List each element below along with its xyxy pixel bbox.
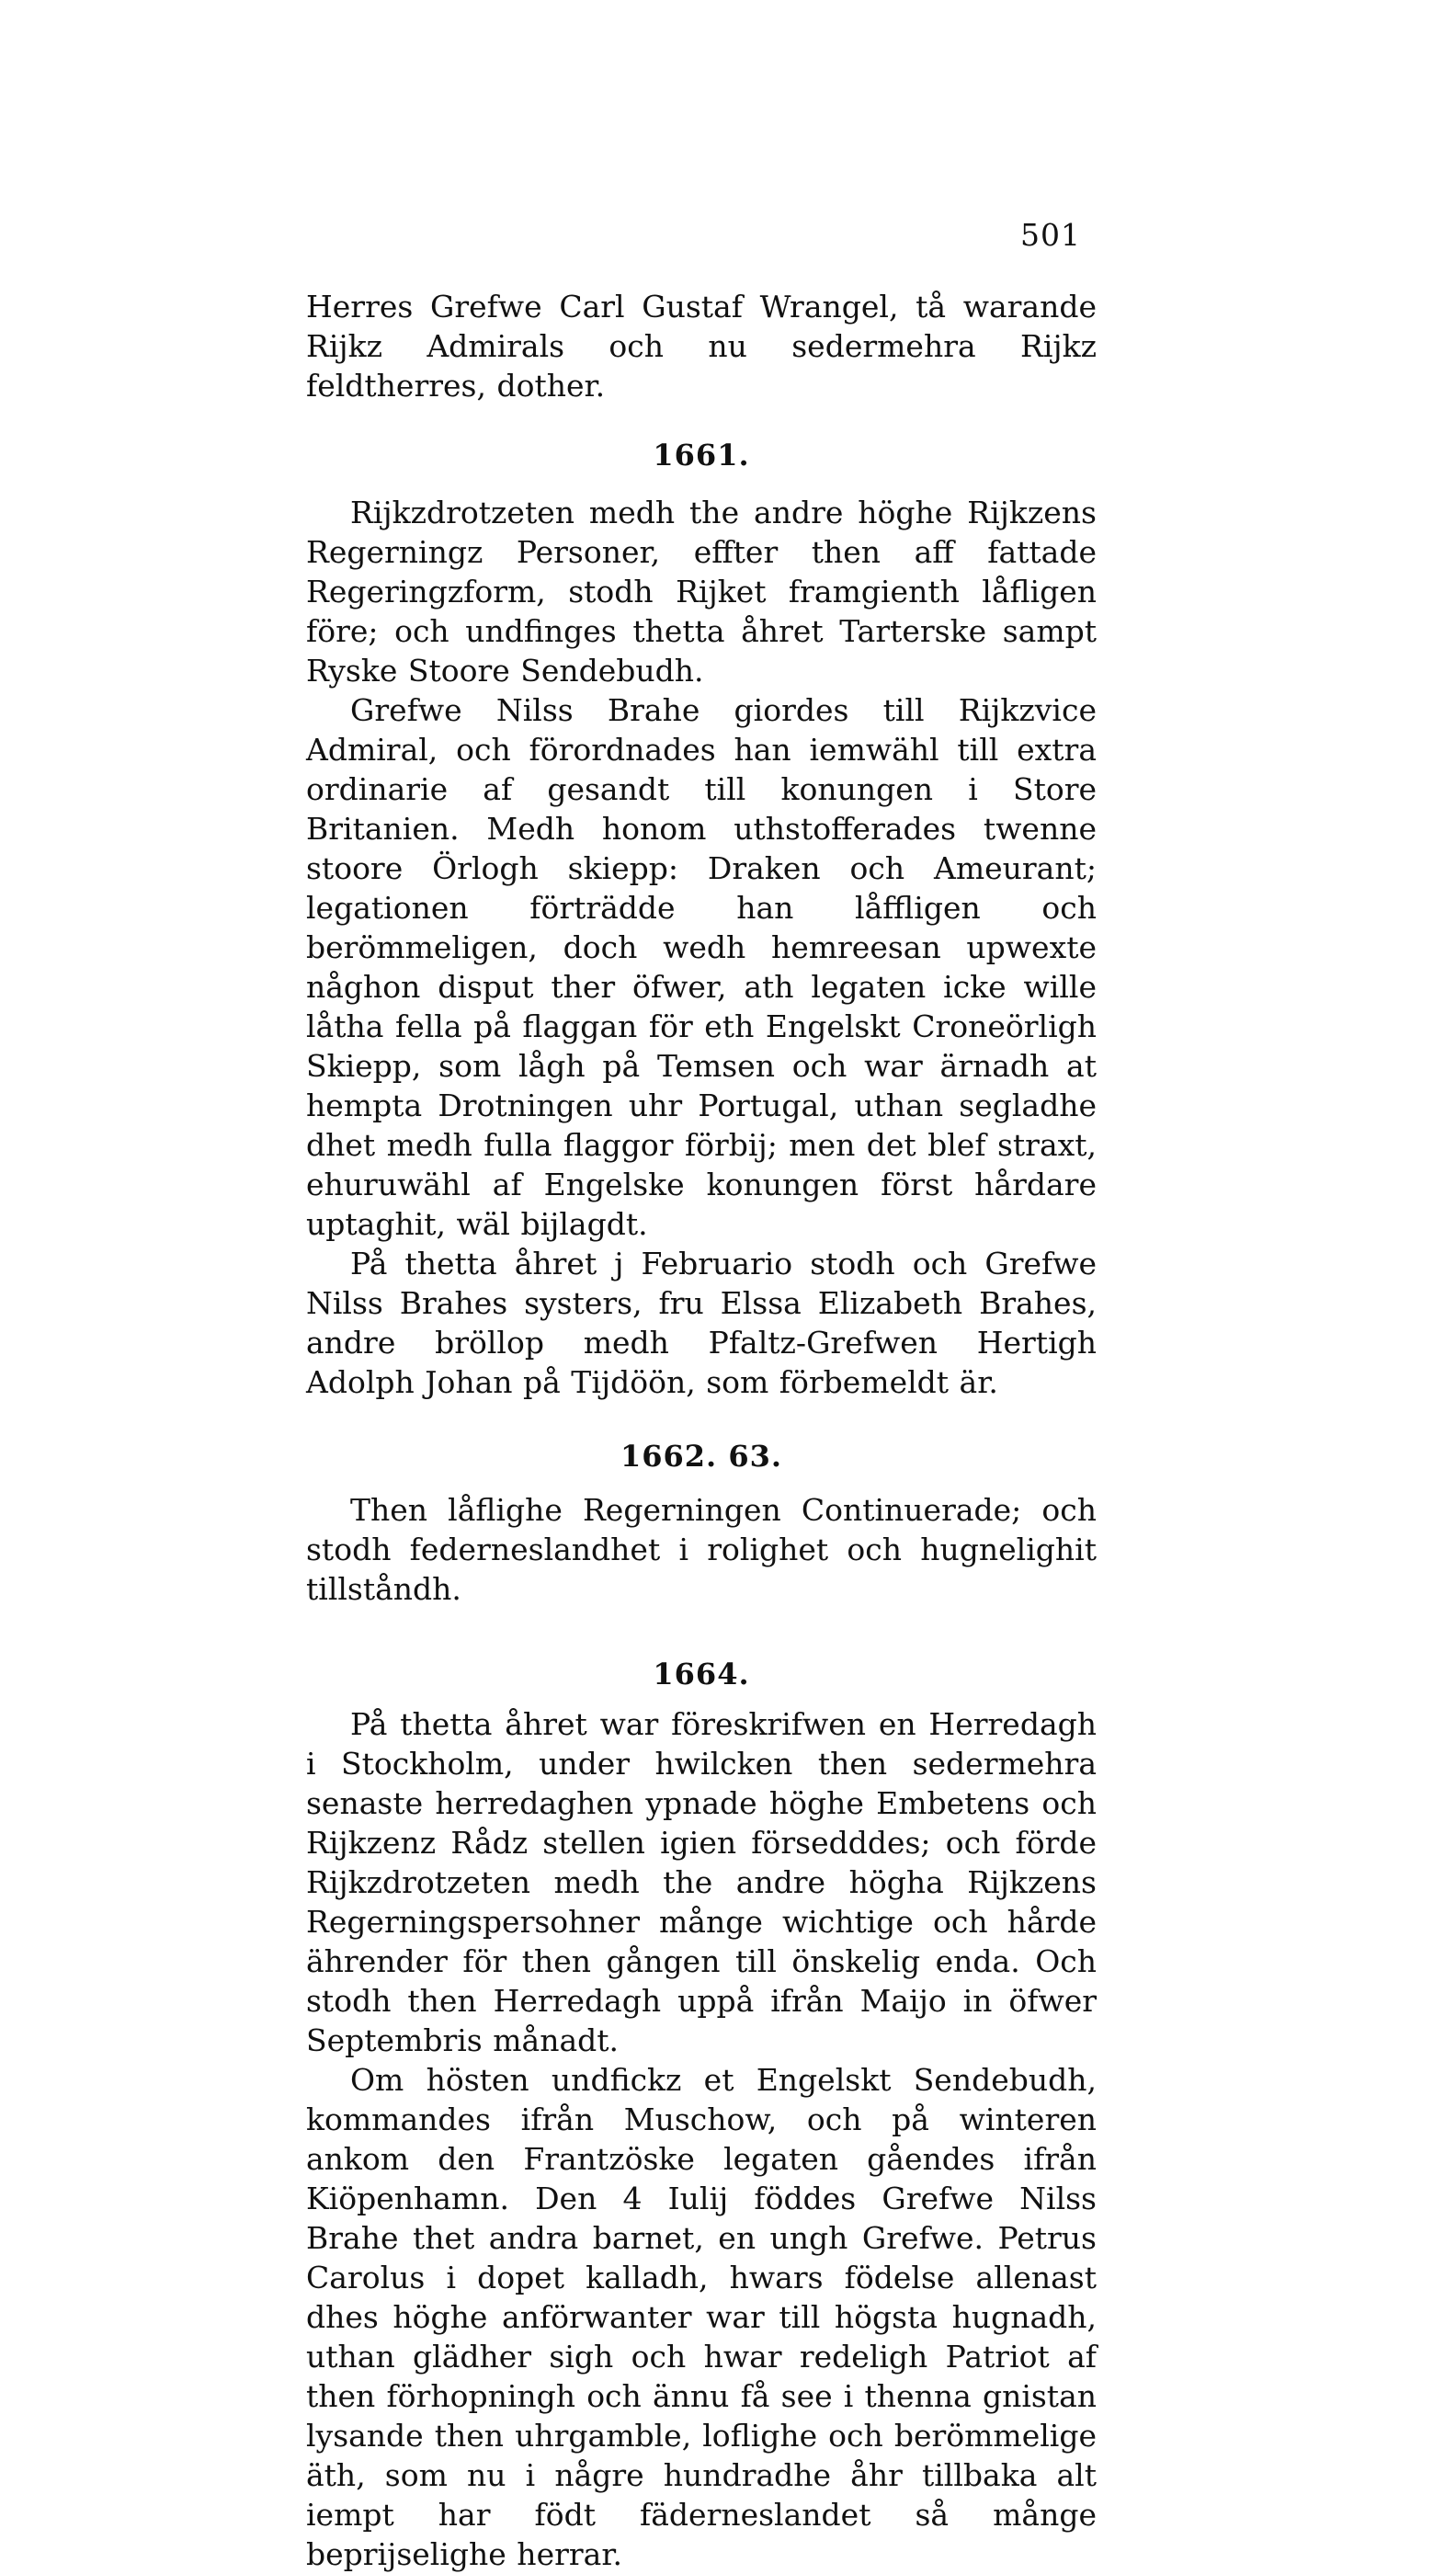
year-heading-1661: 1661. — [653, 438, 750, 473]
year-heading-1664: 1664. — [653, 1657, 750, 1691]
page-number: 501 — [1020, 217, 1081, 253]
paragraph-1664-1: På thetta åhret war föreskrifwen en Herredagh i Stockholm, under hwilcken then sedermehra senaste herredaghen ypnade höghe Embetens och Rijkzenz Rådz stellen igien försedddes; och förde Rijkzdrotzeten medh the andre högha Rijkzens Regerningspersohner månge wichtige och hårde ährender för then gången till önskelig enda. Och stodh then Herredagh uppå ifrån Maijo in öfwer Septembris månadt. — [306, 1706, 1097, 2058]
year-heading-1662-63: 1662. 63. — [620, 1439, 782, 1474]
paragraph-1661-2: Grefwe Nilss Brahe giordes till Rijkzvice Admiral, och förordnades han iemwähl till extra ordinarie af gesandt till konungen i Store Britanien. Medh honom uthstofferades twenne stoore Örlogh skiepp: Draken och Ameurant; legationen förträdde han låffligen och berömmeligen, doch wedh hemreesan upwexte någhon disput ther öfwer, ath legaten icke wille låtha fella på flaggan för eth Engelskt Croneörligh Skiepp, som lågh på Temsen och war ärnadh at hempta Drotningen uhr Portugal, uthan segladhe dhet medh fulla flaggor förbij; men det blef straxt, ehuruwähl af Engelske konungen först hårdare uptaghit, wäl bijlagdt. — [306, 692, 1097, 1242]
paragraph-1661-3: På thetta åhret j Februario stodh och Grefwe Nilss Brahes systers, fru Elssa Elizabeth Brahes, andre bröllop medh Pfaltz-Grefwen Hertigh Adolph Johan på Tijdöön, som förbemeldt är. — [306, 1246, 1097, 1400]
paragraph-1661-1: Rijkzdrotzeten medh the andre höghe Rijkzens Regerningz Personer, effter then aff fattade Regeringzform, stodh Rijket framgienth låfligen före; och undfinges thetta åhret Tarterske sampt Ryske Stoore Sendebudh. — [306, 495, 1097, 689]
intro-paragraph: Herres Grefwe Carl Gustaf Wrangel, tå warande Rijkz Admirals och nu sedermehra Rijkz feldtherres, dother. — [306, 289, 1097, 404]
page-body — [306, 287, 1097, 2574]
paragraph-1664-2: Om hösten undfickz et Engelskt Sendebudh, kommandes ifrån Muschow, och på winteren ankom den Frantzöske legaten gåendes ifrån Kiöpenhamn. Den 4 Iulij föddes Grefwe Nilss Brahe thet andra barnet, en ungh Grefwe. Petrus Carolus i dopet kalladh, hwars födelse allenast dhes höghe anförwanter war till högsta hugnadh, uthan glädher sigh och hwar redeligh Patriot af then förhopningh och ännu få see i thenna gnistan lysande then uhrgamble, loflighe och berömmelige äth, som nu i någre hundradhe åhr tillbaka alt iempt har födt fäderneslandet så månge beprijselighe herrar. — [306, 2062, 1097, 2572]
paragraph-1662-1: Then låflighe Regerningen Continuerade; och stodh federneslandhet i rolighet och hugnelighit tillståndh. — [306, 1492, 1097, 1607]
